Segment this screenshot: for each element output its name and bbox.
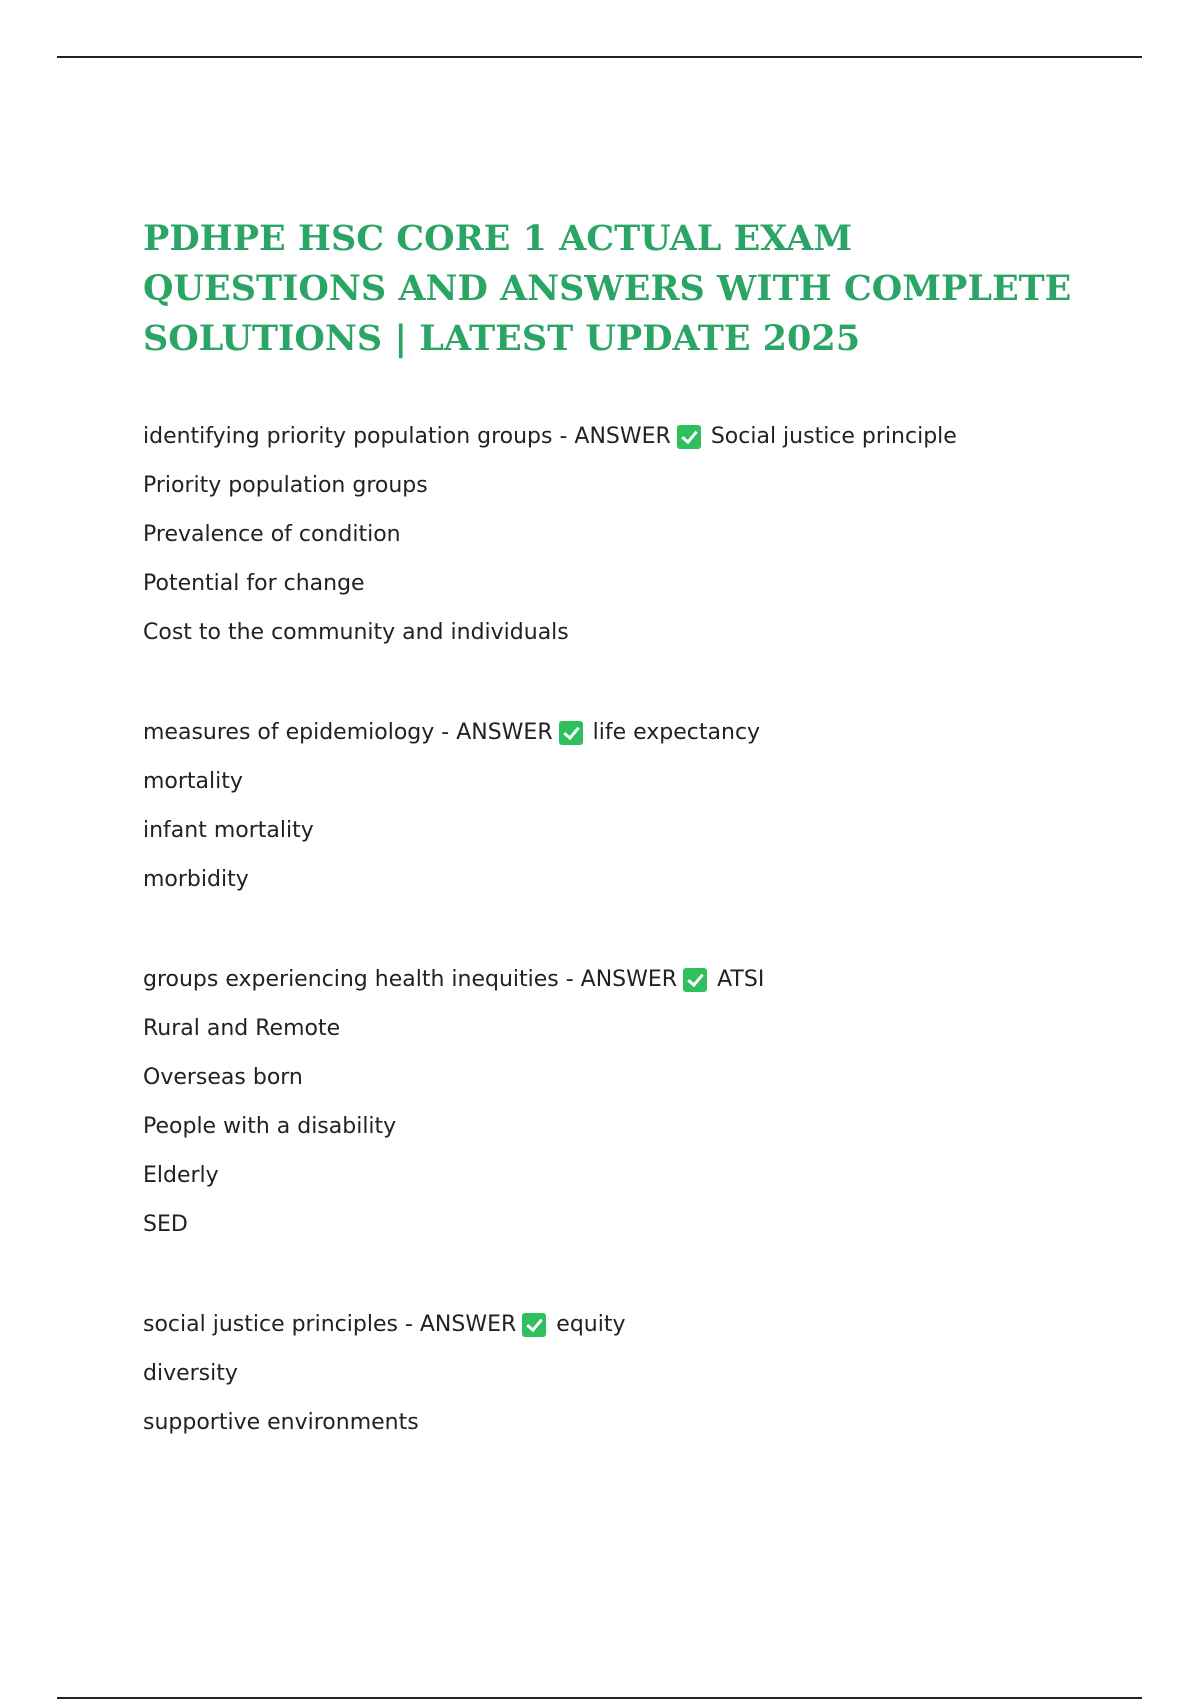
qa-block-health-inequities: [143, 955, 1143, 1249]
checkmark-icon: [522, 1313, 546, 1337]
question-line: [143, 955, 1143, 1004]
answer-text: equity: [556, 1312, 626, 1337]
answer-line: infant mortality: [143, 818, 314, 843]
question-line: [143, 1300, 1143, 1349]
answer-line: Prevalence of condition: [143, 522, 401, 547]
answer-line: People with a disability: [143, 1114, 397, 1139]
answer-line: Cost to the community and individuals: [143, 620, 569, 645]
answer-line: Rural and Remote: [143, 1016, 341, 1041]
answer-text: life expectancy: [592, 720, 761, 745]
answer-line: Potential for change: [143, 571, 365, 596]
checkmark-icon: [559, 721, 583, 745]
question-line: [143, 412, 1143, 461]
answer-line: SED: [143, 1212, 188, 1237]
top-rule: [57, 56, 1142, 58]
question-text: measures of epidemiology - ANSWER: [143, 720, 553, 745]
checkmark-icon: [677, 425, 701, 449]
answer-text: Social justice principle: [710, 424, 957, 449]
question-text: identifying priority population groups - ANSWER: [143, 424, 671, 449]
answer-line: diversity: [143, 1361, 238, 1386]
answer-text: ATSI: [717, 967, 765, 992]
qa-block-priority-groups: [143, 412, 1143, 657]
answer-line: Priority population groups: [143, 473, 428, 498]
qa-block-epidemiology: [143, 708, 1143, 904]
document-title: PDHPE HSC CORE 1 ACTUAL EXAM QUESTIONS AND ANSWERS WITH COMPLETE SOLUTIONS | LATEST UPDATE 2025: [143, 218, 1072, 359]
qa-block-social-justice: [143, 1300, 1143, 1447]
question-line: [143, 708, 1143, 757]
answer-line: Elderly: [143, 1163, 219, 1188]
checkmark-icon: [683, 968, 707, 992]
answer-line: mortality: [143, 769, 243, 794]
answer-line: morbidity: [143, 867, 249, 892]
answer-line: supportive environments: [143, 1410, 419, 1435]
question-text: social justice principles - ANSWER: [143, 1312, 517, 1337]
question-text: groups experiencing health inequities - ANSWER: [143, 967, 678, 992]
bottom-rule: [57, 1697, 1142, 1699]
answer-line: Overseas born: [143, 1065, 303, 1090]
